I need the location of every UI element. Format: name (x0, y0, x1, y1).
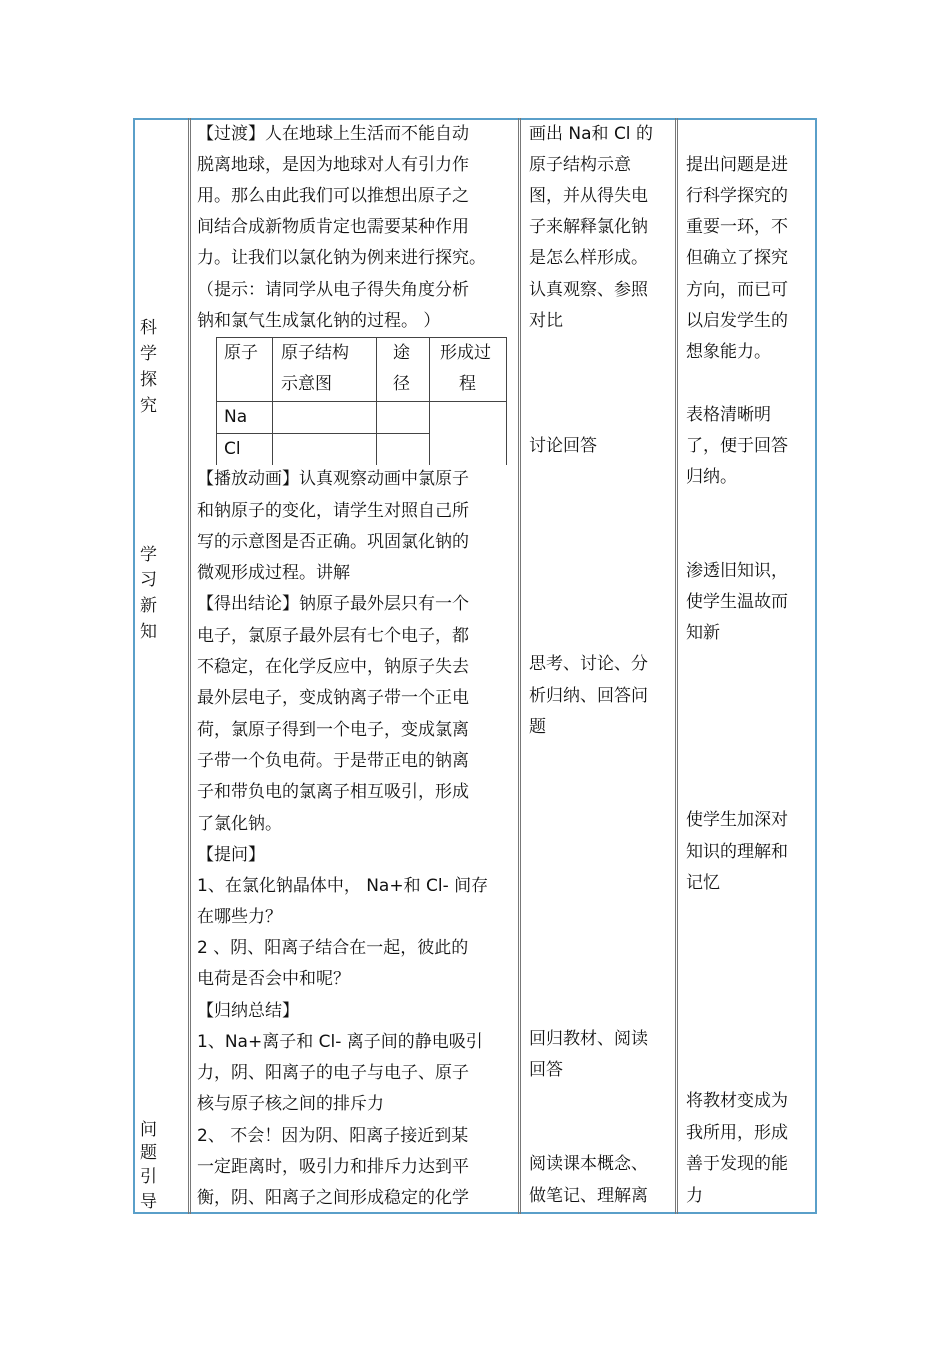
text-line: 行科学探究的 (686, 186, 788, 206)
stage-label-char: 习 (140, 570, 157, 590)
table-header: 原子结构 (281, 343, 349, 363)
text-line: 归纳。 (686, 467, 737, 487)
text-line: 认真观察、参照 (529, 280, 648, 300)
text-line: 1、Na+离子和 Cl- 离子间的静电吸引 (197, 1032, 483, 1052)
stage-label-char: 导 (140, 1192, 157, 1212)
text-line: 但确立了探究 (686, 248, 788, 268)
text-line: 【得出结论】钠原子最外层只有一个 (197, 594, 469, 614)
text-line: 最外层电子，变成钠离子带一个正电 (197, 688, 469, 708)
text-line: 2、 不会！因为阴、阳离子接近到某 (197, 1126, 469, 1146)
text-line: 方向，而已可 (686, 280, 788, 300)
text-line: 子来解释氯化钠 (529, 217, 648, 237)
stage-label-char: 问 (140, 1120, 157, 1140)
table-header: 形成过 (440, 343, 491, 363)
text-line: 对比 (529, 311, 563, 331)
stage-label-char: 学 (140, 545, 157, 565)
text-line: 是怎么样形成。 (529, 248, 648, 268)
stage-label-char: 题 (140, 1143, 157, 1163)
text-line: 知新 (686, 623, 720, 643)
text-line: 在哪些力？ (197, 907, 282, 927)
text-line: 【提问】 (197, 845, 265, 865)
text-line: 以启发学生的 (686, 311, 788, 331)
text-line: 讨论回答 (529, 436, 597, 456)
text-line: 阅读课本概念、 (529, 1154, 648, 1174)
text-line: 核与原子核之间的排斥力 (197, 1094, 384, 1114)
text-line: 和钠原子的变化，请学生对照自己所 (197, 501, 469, 521)
text-line: 【过渡】人在地球上生活而不能自动 (197, 124, 469, 144)
stage-label-char: 知 (140, 622, 157, 642)
text-line: 知识的理解和 (686, 842, 788, 862)
text-line: 图，并从得失电 (529, 186, 648, 206)
column-divider (188, 118, 191, 1214)
text-line: 表格清晰明 (686, 405, 771, 425)
text-line: 【播放动画】认真观察动画中氯原子 (197, 469, 469, 489)
text-line: 钠和氯气生成氯化钠的过程。 ） (197, 311, 441, 331)
text-line: 回答 (529, 1060, 563, 1080)
text-line: 一定距离时，吸引力和排斥力达到平 (197, 1157, 469, 1177)
table-header: 程 (459, 374, 476, 394)
stage-label-char: 科 (140, 318, 157, 338)
text-line: 不稳定，在化学反应中，钠原子失去 (197, 657, 469, 677)
table-header: 途 (393, 343, 410, 363)
column-divider (518, 118, 521, 1214)
text-line: 2 、阴、阳离子结合在一起，彼此的 (197, 938, 469, 958)
text-line: 力。让我们以氯化钠为例来进行探究。 (197, 248, 486, 268)
text-line: 子带一个负电荷。于是带正电的钠离 (197, 751, 469, 771)
text-line: 记忆 (686, 873, 720, 893)
text-line: 【归纳总结】 (197, 1001, 299, 1021)
text-line: 脱离地球，是因为地球对人有引力作 (197, 155, 469, 175)
text-line: 电荷是否会中和呢？ (197, 969, 350, 989)
stage-label-char: 新 (140, 596, 157, 616)
text-line: 重要一环，不 (686, 217, 788, 237)
text-line: 荷，氯原子得到一个电子，变成氯离 (197, 720, 469, 740)
text-line: 想象能力。 (686, 342, 771, 362)
text-line: 子和带负电的氯离子相互吸引，形成 (197, 782, 469, 802)
text-line: 写的示意图是否正确。巩固氯化钠的 (197, 532, 469, 552)
text-line: 我所用，形成 (686, 1123, 788, 1143)
text-line: 用。那么由此我们可以推想出原子之 (197, 186, 469, 206)
text-line: 了，便于回答 (686, 436, 788, 456)
text-line: 析归纳、回答问 (529, 686, 648, 706)
text-line: 做笔记、理解离 (529, 1186, 648, 1206)
text-line: 善于发现的能 (686, 1154, 788, 1174)
text-line: 使学生加深对 (686, 810, 788, 830)
text-line: 画出 Na和 Cl 的 (529, 124, 653, 144)
text-line: 思考、讨论、分 (529, 654, 648, 674)
text-line: 电子，氯原子最外层有七个电子，都 (197, 626, 469, 646)
text-line: （提示：请同学从电子得失角度分析 (197, 280, 469, 300)
table-header: 示意图 (281, 374, 332, 394)
text-line: 题 (529, 717, 546, 737)
text-line: 使学生温故而 (686, 592, 788, 612)
text-line: 原子结构示意 (529, 155, 631, 175)
text-line: 回归教材、阅读 (529, 1029, 648, 1049)
text-line: 衡，阴、阳离子之间形成稳定的化学 (197, 1188, 469, 1208)
table-header: 原子 (224, 343, 258, 363)
stage-label-char: 引 (140, 1167, 157, 1187)
text-line: 力，阴、阳离子的电子与电子、原子 (197, 1063, 469, 1083)
stage-label-char: 学 (140, 344, 157, 364)
stage-label-char: 探 (140, 370, 157, 390)
table-header: 径 (393, 374, 410, 394)
text-line: 将教材变成为 (686, 1091, 788, 1111)
text-line: 间结合成新物质肯定也需要某种作用 (197, 217, 469, 237)
text-line: 提出问题是进 (686, 155, 788, 175)
text-line: 微观形成过程。讲解 (197, 563, 350, 583)
text-line: 了氯化钠。 (197, 814, 282, 834)
column-divider (675, 118, 678, 1214)
text-line: 1、在氯化钠晶体中， Na+和 Cl- 间存 (197, 876, 489, 896)
text-line: 力 (686, 1186, 703, 1206)
table-row-label: Cl (224, 439, 241, 459)
text-line: 渗透旧知识， (686, 561, 788, 581)
table-row-label: Na (224, 407, 248, 427)
stage-label-char: 究 (140, 396, 157, 416)
